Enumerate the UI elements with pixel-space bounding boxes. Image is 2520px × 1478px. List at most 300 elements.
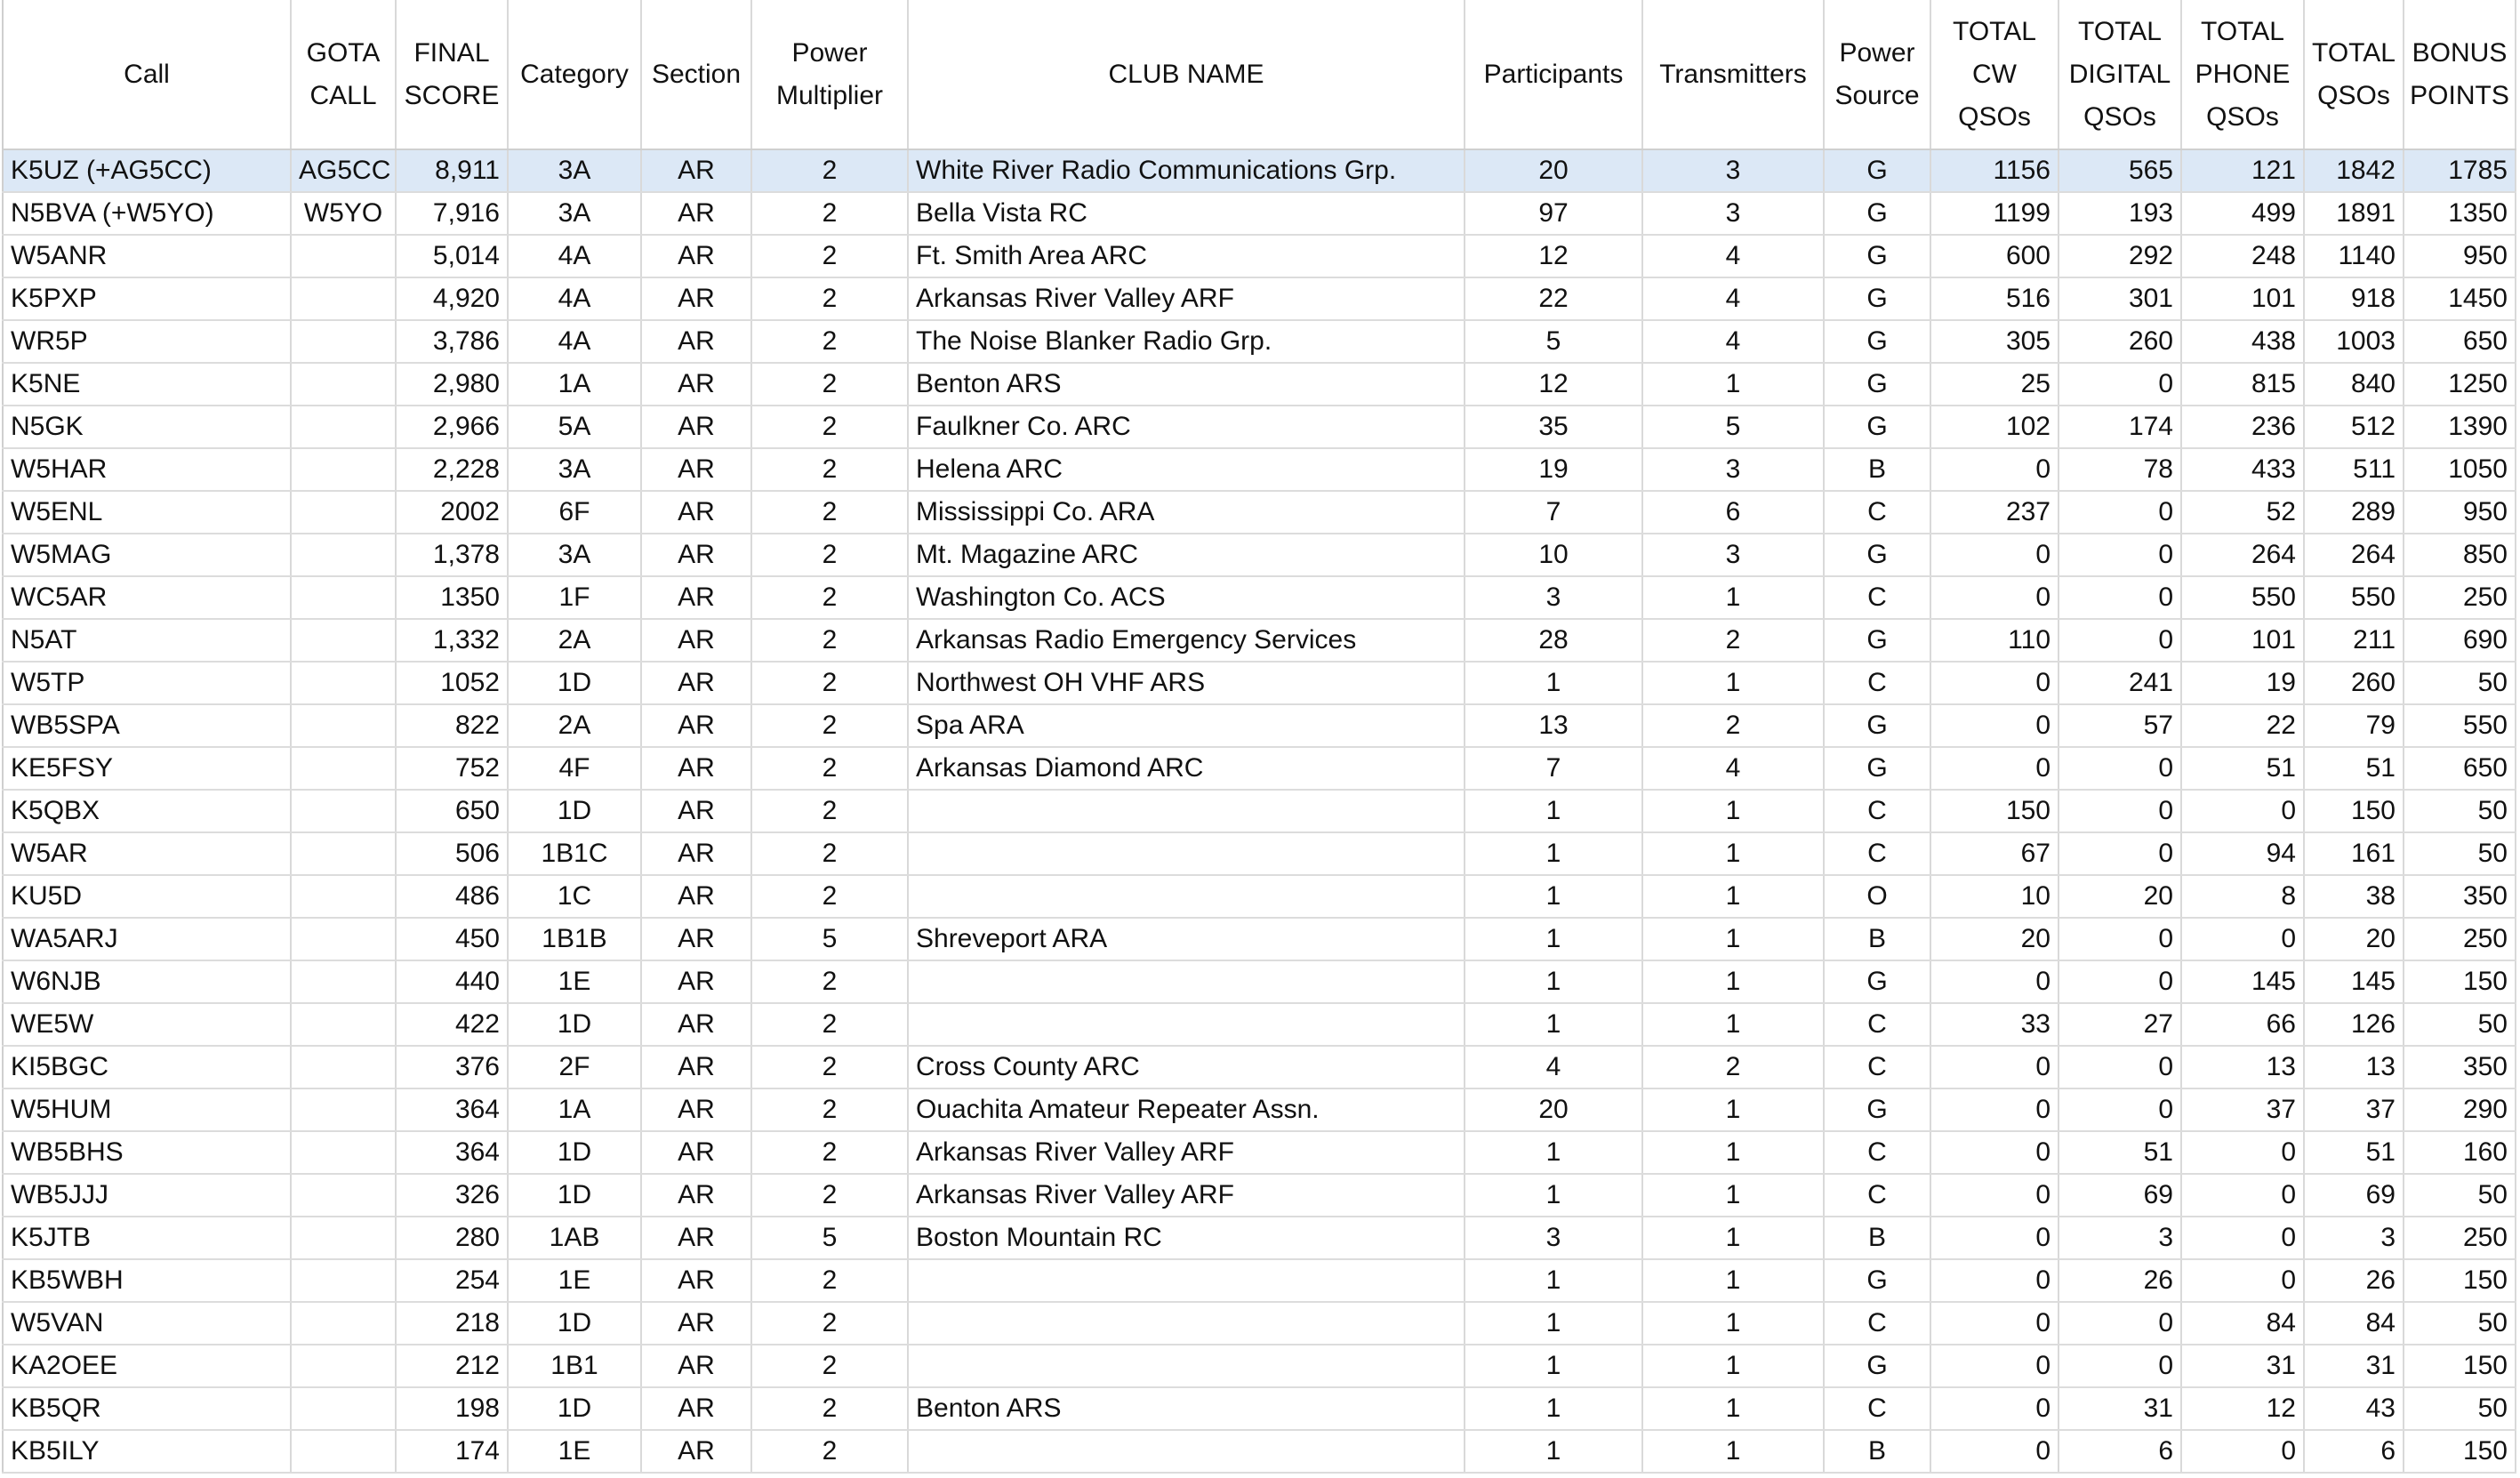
cell-participants[interactable]: 1	[1465, 1345, 1642, 1387]
cell-transmitters[interactable]: 4	[1642, 235, 1824, 277]
cell-gota-call[interactable]	[291, 790, 396, 832]
cell-total-digital-qsos[interactable]: 0	[2059, 1302, 2181, 1345]
cell-total-phone-qsos[interactable]: 550	[2181, 576, 2304, 619]
cell-category[interactable]: 3A	[508, 149, 641, 192]
header-club-name[interactable]: CLUB NAME	[908, 0, 1465, 149]
cell-final-score[interactable]: 440	[396, 960, 508, 1003]
cell-bonus-points[interactable]: 1390	[2404, 406, 2516, 448]
cell-total-digital-qsos[interactable]: 0	[2059, 491, 2181, 534]
table-row[interactable]	[3, 149, 2516, 192]
cell-total-cw-qsos[interactable]: 67	[1930, 832, 2059, 875]
header-power-multiplier[interactable]: Power Multiplier	[751, 0, 908, 149]
cell-club-name[interactable]: Arkansas Diamond ARC	[908, 747, 1465, 790]
cell-total-digital-qsos[interactable]: 174	[2059, 406, 2181, 448]
cell-participants[interactable]: 20	[1465, 1088, 1642, 1131]
cell-power-multiplier[interactable]: 2	[751, 747, 908, 790]
header-transmitters[interactable]: Transmitters	[1642, 0, 1824, 149]
cell-power-source[interactable]: G	[1824, 1345, 1930, 1387]
cell-participants[interactable]: 12	[1465, 363, 1642, 406]
cell-call[interactable]: WR5P	[3, 320, 291, 363]
cell-club-name[interactable]: Arkansas River Valley ARF	[908, 1131, 1465, 1174]
cell-gota-call[interactable]	[291, 363, 396, 406]
cell-power-multiplier[interactable]: 2	[751, 619, 908, 662]
cell-total-qsos[interactable]: 51	[2304, 747, 2404, 790]
cell-total-qsos[interactable]: 31	[2304, 1345, 2404, 1387]
table-row[interactable]	[3, 1174, 2516, 1217]
cell-bonus-points[interactable]: 350	[2404, 875, 2516, 918]
cell-category[interactable]: 4A	[508, 320, 641, 363]
cell-call[interactable]: WB5JJJ	[3, 1174, 291, 1217]
cell-total-phone-qsos[interactable]: 52	[2181, 491, 2304, 534]
cell-gota-call[interactable]	[291, 1387, 396, 1430]
cell-participants[interactable]: 10	[1465, 534, 1642, 576]
cell-total-phone-qsos[interactable]: 101	[2181, 277, 2304, 320]
cell-total-qsos[interactable]: 840	[2304, 363, 2404, 406]
cell-section[interactable]: AR	[641, 1003, 751, 1046]
cell-total-phone-qsos[interactable]: 94	[2181, 832, 2304, 875]
cell-final-score[interactable]: 280	[396, 1217, 508, 1259]
cell-club-name[interactable]: Ft. Smith Area ARC	[908, 235, 1465, 277]
cell-gota-call[interactable]	[291, 491, 396, 534]
cell-gota-call[interactable]	[291, 1217, 396, 1259]
cell-power-multiplier[interactable]: 2	[751, 1259, 908, 1302]
cell-section[interactable]: AR	[641, 790, 751, 832]
cell-category[interactable]: 3A	[508, 448, 641, 491]
cell-club-name[interactable]: Boston Mountain RC	[908, 1217, 1465, 1259]
cell-transmitters[interactable]: 1	[1642, 875, 1824, 918]
cell-section[interactable]: AR	[641, 662, 751, 704]
cell-call[interactable]: K5PXP	[3, 277, 291, 320]
cell-gota-call[interactable]	[291, 406, 396, 448]
cell-gota-call[interactable]	[291, 277, 396, 320]
cell-total-cw-qsos[interactable]: 0	[1930, 1345, 2059, 1387]
cell-category[interactable]: 4A	[508, 235, 641, 277]
cell-total-cw-qsos[interactable]: 0	[1930, 747, 2059, 790]
cell-call[interactable]: WB5SPA	[3, 704, 291, 747]
cell-call[interactable]: N5AT	[3, 619, 291, 662]
table-row[interactable]	[3, 1259, 2516, 1302]
cell-power-multiplier[interactable]: 2	[751, 1387, 908, 1430]
cell-total-phone-qsos[interactable]: 248	[2181, 235, 2304, 277]
cell-club-name[interactable]	[908, 960, 1465, 1003]
cell-club-name[interactable]: Bella Vista RC	[908, 192, 1465, 235]
cell-total-digital-qsos[interactable]: 51	[2059, 1131, 2181, 1174]
table-row[interactable]	[3, 1131, 2516, 1174]
cell-power-source[interactable]: G	[1824, 149, 1930, 192]
cell-total-digital-qsos[interactable]: 6	[2059, 1430, 2181, 1473]
cell-total-phone-qsos[interactable]: 19	[2181, 662, 2304, 704]
cell-power-source[interactable]: G	[1824, 406, 1930, 448]
cell-bonus-points[interactable]: 950	[2404, 491, 2516, 534]
cell-total-digital-qsos[interactable]: 0	[2059, 1088, 2181, 1131]
cell-section[interactable]: AR	[641, 1131, 751, 1174]
cell-participants[interactable]: 1	[1465, 1174, 1642, 1217]
cell-bonus-points[interactable]: 690	[2404, 619, 2516, 662]
table-row[interactable]	[3, 192, 2516, 235]
cell-power-source[interactable]: B	[1824, 918, 1930, 960]
cell-total-digital-qsos[interactable]: 0	[2059, 960, 2181, 1003]
cell-category[interactable]: 1D	[508, 662, 641, 704]
cell-total-qsos[interactable]: 37	[2304, 1088, 2404, 1131]
cell-call[interactable]: WB5BHS	[3, 1131, 291, 1174]
cell-total-qsos[interactable]: 918	[2304, 277, 2404, 320]
header-power-source[interactable]: Power Source	[1824, 0, 1930, 149]
cell-bonus-points[interactable]: 150	[2404, 1259, 2516, 1302]
cell-bonus-points[interactable]: 250	[2404, 576, 2516, 619]
cell-section[interactable]: AR	[641, 960, 751, 1003]
cell-section[interactable]: AR	[641, 1430, 751, 1473]
cell-participants[interactable]: 1	[1465, 832, 1642, 875]
header-category[interactable]: Category	[508, 0, 641, 149]
cell-section[interactable]: AR	[641, 320, 751, 363]
cell-power-multiplier[interactable]: 2	[751, 363, 908, 406]
cell-participants[interactable]: 35	[1465, 406, 1642, 448]
cell-transmitters[interactable]: 1	[1642, 1131, 1824, 1174]
cell-participants[interactable]: 1	[1465, 1302, 1642, 1345]
cell-total-phone-qsos[interactable]: 22	[2181, 704, 2304, 747]
cell-category[interactable]: 1AB	[508, 1217, 641, 1259]
cell-call[interactable]: KI5BGC	[3, 1046, 291, 1088]
cell-transmitters[interactable]: 3	[1642, 534, 1824, 576]
cell-call[interactable]: KB5QR	[3, 1387, 291, 1430]
cell-club-name[interactable]	[908, 790, 1465, 832]
cell-club-name[interactable]: Benton ARS	[908, 363, 1465, 406]
cell-gota-call[interactable]	[291, 534, 396, 576]
table-row[interactable]	[3, 1003, 2516, 1046]
cell-section[interactable]: AR	[641, 1387, 751, 1430]
cell-category[interactable]: 1B1C	[508, 832, 641, 875]
cell-total-cw-qsos[interactable]: 1156	[1930, 149, 2059, 192]
cell-club-name[interactable]: Cross County ARC	[908, 1046, 1465, 1088]
cell-participants[interactable]: 1	[1465, 790, 1642, 832]
table-row[interactable]	[3, 1387, 2516, 1430]
cell-power-multiplier[interactable]: 2	[751, 662, 908, 704]
cell-final-score[interactable]: 326	[396, 1174, 508, 1217]
cell-club-name[interactable]	[908, 1259, 1465, 1302]
cell-participants[interactable]: 12	[1465, 235, 1642, 277]
cell-power-multiplier[interactable]: 2	[751, 576, 908, 619]
cell-total-digital-qsos[interactable]: 0	[2059, 1046, 2181, 1088]
cell-final-score[interactable]: 376	[396, 1046, 508, 1088]
cell-bonus-points[interactable]: 650	[2404, 320, 2516, 363]
cell-total-cw-qsos[interactable]: 10	[1930, 875, 2059, 918]
cell-total-phone-qsos[interactable]: 0	[2181, 918, 2304, 960]
cell-section[interactable]: AR	[641, 1302, 751, 1345]
cell-total-digital-qsos[interactable]: 0	[2059, 576, 2181, 619]
cell-total-digital-qsos[interactable]: 78	[2059, 448, 2181, 491]
cell-bonus-points[interactable]: 550	[2404, 704, 2516, 747]
cell-power-multiplier[interactable]: 2	[751, 491, 908, 534]
cell-category[interactable]: 1D	[508, 1003, 641, 1046]
cell-total-cw-qsos[interactable]: 0	[1930, 1430, 2059, 1473]
header-gota-call[interactable]: GOTA CALL	[291, 0, 396, 149]
cell-total-digital-qsos[interactable]: 0	[2059, 790, 2181, 832]
cell-final-score[interactable]: 2,228	[396, 448, 508, 491]
cell-final-score[interactable]: 822	[396, 704, 508, 747]
cell-category[interactable]: 1A	[508, 1088, 641, 1131]
cell-total-qsos[interactable]: 20	[2304, 918, 2404, 960]
cell-category[interactable]: 2A	[508, 704, 641, 747]
cell-call[interactable]: K5NE	[3, 363, 291, 406]
cell-final-score[interactable]: 2002	[396, 491, 508, 534]
cell-club-name[interactable]: Mississippi Co. ARA	[908, 491, 1465, 534]
cell-total-phone-qsos[interactable]: 0	[2181, 1174, 2304, 1217]
cell-bonus-points[interactable]: 1350	[2404, 192, 2516, 235]
cell-final-score[interactable]: 486	[396, 875, 508, 918]
cell-final-score[interactable]: 2,980	[396, 363, 508, 406]
cell-category[interactable]: 2A	[508, 619, 641, 662]
cell-total-cw-qsos[interactable]: 0	[1930, 704, 2059, 747]
cell-power-source[interactable]: G	[1824, 619, 1930, 662]
cell-power-multiplier[interactable]: 2	[751, 704, 908, 747]
cell-transmitters[interactable]: 5	[1642, 406, 1824, 448]
table-row[interactable]	[3, 491, 2516, 534]
cell-total-qsos[interactable]: 1842	[2304, 149, 2404, 192]
cell-total-digital-qsos[interactable]: 565	[2059, 149, 2181, 192]
cell-gota-call[interactable]	[291, 576, 396, 619]
cell-participants[interactable]: 1	[1465, 662, 1642, 704]
cell-call[interactable]: W5MAG	[3, 534, 291, 576]
cell-bonus-points[interactable]: 50	[2404, 1387, 2516, 1430]
cell-total-digital-qsos[interactable]: 0	[2059, 619, 2181, 662]
table-row[interactable]	[3, 576, 2516, 619]
cell-bonus-points[interactable]: 1450	[2404, 277, 2516, 320]
cell-category[interactable]: 1D	[508, 1174, 641, 1217]
cell-total-phone-qsos[interactable]: 66	[2181, 1003, 2304, 1046]
cell-section[interactable]: AR	[641, 491, 751, 534]
cell-gota-call[interactable]: W5YO	[291, 192, 396, 235]
cell-total-qsos[interactable]: 1140	[2304, 235, 2404, 277]
cell-power-source[interactable]: C	[1824, 1302, 1930, 1345]
cell-call[interactable]: W5HAR	[3, 448, 291, 491]
cell-total-digital-qsos[interactable]: 260	[2059, 320, 2181, 363]
cell-bonus-points[interactable]: 850	[2404, 534, 2516, 576]
cell-power-multiplier[interactable]: 2	[751, 149, 908, 192]
cell-total-phone-qsos[interactable]: 438	[2181, 320, 2304, 363]
cell-bonus-points[interactable]: 150	[2404, 960, 2516, 1003]
cell-power-source[interactable]: B	[1824, 448, 1930, 491]
cell-total-digital-qsos[interactable]: 57	[2059, 704, 2181, 747]
cell-participants[interactable]: 13	[1465, 704, 1642, 747]
cell-total-cw-qsos[interactable]: 0	[1930, 448, 2059, 491]
cell-call[interactable]: KB5WBH	[3, 1259, 291, 1302]
cell-total-cw-qsos[interactable]: 0	[1930, 1259, 2059, 1302]
cell-transmitters[interactable]: 6	[1642, 491, 1824, 534]
cell-power-source[interactable]: C	[1824, 1046, 1930, 1088]
cell-power-multiplier[interactable]: 2	[751, 1003, 908, 1046]
cell-total-phone-qsos[interactable]: 0	[2181, 1131, 2304, 1174]
cell-bonus-points[interactable]: 50	[2404, 662, 2516, 704]
cell-bonus-points[interactable]: 250	[2404, 918, 2516, 960]
cell-total-cw-qsos[interactable]: 25	[1930, 363, 2059, 406]
cell-total-digital-qsos[interactable]: 0	[2059, 918, 2181, 960]
cell-club-name[interactable]: Faulkner Co. ARC	[908, 406, 1465, 448]
cell-category[interactable]: 1B1	[508, 1345, 641, 1387]
cell-total-phone-qsos[interactable]: 31	[2181, 1345, 2304, 1387]
table-row[interactable]	[3, 363, 2516, 406]
cell-gota-call[interactable]	[291, 235, 396, 277]
cell-transmitters[interactable]: 1	[1642, 1259, 1824, 1302]
cell-gota-call[interactable]	[291, 960, 396, 1003]
cell-power-multiplier[interactable]: 2	[751, 875, 908, 918]
cell-power-source[interactable]: G	[1824, 747, 1930, 790]
cell-total-qsos[interactable]: 51	[2304, 1131, 2404, 1174]
cell-call[interactable]: K5QBX	[3, 790, 291, 832]
cell-total-qsos[interactable]: 1891	[2304, 192, 2404, 235]
cell-section[interactable]: AR	[641, 406, 751, 448]
cell-transmitters[interactable]: 4	[1642, 277, 1824, 320]
cell-participants[interactable]: 4	[1465, 1046, 1642, 1088]
cell-participants[interactable]: 1	[1465, 875, 1642, 918]
cell-power-multiplier[interactable]: 2	[751, 1174, 908, 1217]
cell-section[interactable]: AR	[641, 448, 751, 491]
cell-final-score[interactable]: 1,332	[396, 619, 508, 662]
cell-power-source[interactable]: G	[1824, 704, 1930, 747]
cell-bonus-points[interactable]: 250	[2404, 1217, 2516, 1259]
cell-final-score[interactable]: 650	[396, 790, 508, 832]
cell-total-qsos[interactable]: 264	[2304, 534, 2404, 576]
cell-gota-call[interactable]	[291, 1088, 396, 1131]
cell-total-digital-qsos[interactable]: 0	[2059, 534, 2181, 576]
cell-gota-call[interactable]	[291, 1259, 396, 1302]
cell-total-qsos[interactable]: 211	[2304, 619, 2404, 662]
cell-participants[interactable]: 7	[1465, 747, 1642, 790]
cell-total-qsos[interactable]: 145	[2304, 960, 2404, 1003]
cell-bonus-points[interactable]: 160	[2404, 1131, 2516, 1174]
table-row[interactable]	[3, 747, 2516, 790]
cell-section[interactable]: AR	[641, 619, 751, 662]
cell-call[interactable]: WE5W	[3, 1003, 291, 1046]
cell-total-qsos[interactable]: 79	[2304, 704, 2404, 747]
table-row[interactable]	[3, 619, 2516, 662]
table-row[interactable]	[3, 406, 2516, 448]
cell-participants[interactable]: 3	[1465, 1217, 1642, 1259]
cell-participants[interactable]: 1	[1465, 960, 1642, 1003]
cell-total-qsos[interactable]: 511	[2304, 448, 2404, 491]
header-final-score[interactable]: FINAL SCORE	[396, 0, 508, 149]
cell-final-score[interactable]: 174	[396, 1430, 508, 1473]
cell-final-score[interactable]: 8,911	[396, 149, 508, 192]
cell-final-score[interactable]: 198	[396, 1387, 508, 1430]
cell-club-name[interactable]: Northwest OH VHF ARS	[908, 662, 1465, 704]
cell-transmitters[interactable]: 1	[1642, 918, 1824, 960]
cell-final-score[interactable]: 422	[396, 1003, 508, 1046]
cell-transmitters[interactable]: 4	[1642, 320, 1824, 363]
cell-section[interactable]: AR	[641, 1259, 751, 1302]
cell-power-multiplier[interactable]: 2	[751, 1302, 908, 1345]
cell-total-phone-qsos[interactable]: 264	[2181, 534, 2304, 576]
cell-power-source[interactable]: C	[1824, 1131, 1930, 1174]
cell-category[interactable]: 1C	[508, 875, 641, 918]
cell-total-qsos[interactable]: 1003	[2304, 320, 2404, 363]
table-row[interactable]	[3, 534, 2516, 576]
cell-total-cw-qsos[interactable]: 0	[1930, 1302, 2059, 1345]
cell-total-phone-qsos[interactable]: 433	[2181, 448, 2304, 491]
cell-transmitters[interactable]: 1	[1642, 1088, 1824, 1131]
cell-gota-call[interactable]	[291, 662, 396, 704]
cell-club-name[interactable]: Arkansas Radio Emergency Services	[908, 619, 1465, 662]
cell-category[interactable]: 1D	[508, 1131, 641, 1174]
header-bonus-points[interactable]: BONUS POINTS	[2404, 0, 2516, 149]
cell-category[interactable]: 4F	[508, 747, 641, 790]
cell-power-multiplier[interactable]: 2	[751, 1345, 908, 1387]
cell-total-phone-qsos[interactable]: 121	[2181, 149, 2304, 192]
cell-total-digital-qsos[interactable]: 193	[2059, 192, 2181, 235]
cell-final-score[interactable]: 1,378	[396, 534, 508, 576]
cell-bonus-points[interactable]: 50	[2404, 790, 2516, 832]
cell-power-source[interactable]: G	[1824, 1088, 1930, 1131]
cell-participants[interactable]: 3	[1465, 576, 1642, 619]
cell-total-qsos[interactable]: 289	[2304, 491, 2404, 534]
cell-total-digital-qsos[interactable]: 0	[2059, 832, 2181, 875]
cell-power-source[interactable]: B	[1824, 1430, 1930, 1473]
cell-final-score[interactable]: 450	[396, 918, 508, 960]
cell-power-multiplier[interactable]: 2	[751, 832, 908, 875]
cell-total-digital-qsos[interactable]: 31	[2059, 1387, 2181, 1430]
cell-club-name[interactable]: Spa ARA	[908, 704, 1465, 747]
cell-bonus-points[interactable]: 50	[2404, 1003, 2516, 1046]
cell-total-phone-qsos[interactable]: 236	[2181, 406, 2304, 448]
cell-club-name[interactable]: Helena ARC	[908, 448, 1465, 491]
cell-section[interactable]: AR	[641, 832, 751, 875]
cell-call[interactable]: W5ANR	[3, 235, 291, 277]
cell-total-digital-qsos[interactable]: 241	[2059, 662, 2181, 704]
cell-transmitters[interactable]: 1	[1642, 1345, 1824, 1387]
cell-total-qsos[interactable]: 512	[2304, 406, 2404, 448]
table-row[interactable]	[3, 1217, 2516, 1259]
cell-total-cw-qsos[interactable]: 0	[1930, 1217, 2059, 1259]
cell-participants[interactable]: 5	[1465, 320, 1642, 363]
header-participants[interactable]: Participants	[1465, 0, 1642, 149]
table-row[interactable]	[3, 662, 2516, 704]
cell-power-multiplier[interactable]: 2	[751, 534, 908, 576]
table-row[interactable]	[3, 960, 2516, 1003]
cell-transmitters[interactable]: 2	[1642, 1046, 1824, 1088]
cell-section[interactable]: AR	[641, 1345, 751, 1387]
cell-gota-call[interactable]	[291, 1003, 396, 1046]
cell-power-source[interactable]: G	[1824, 363, 1930, 406]
cell-total-cw-qsos[interactable]: 0	[1930, 1088, 2059, 1131]
cell-total-phone-qsos[interactable]: 8	[2181, 875, 2304, 918]
cell-total-digital-qsos[interactable]: 0	[2059, 747, 2181, 790]
cell-bonus-points[interactable]: 1050	[2404, 448, 2516, 491]
cell-total-digital-qsos[interactable]: 20	[2059, 875, 2181, 918]
cell-call[interactable]: N5GK	[3, 406, 291, 448]
cell-total-digital-qsos[interactable]: 0	[2059, 1345, 2181, 1387]
cell-gota-call[interactable]	[291, 619, 396, 662]
cell-club-name[interactable]	[908, 832, 1465, 875]
table-row[interactable]	[3, 1046, 2516, 1088]
cell-call[interactable]: W5AR	[3, 832, 291, 875]
cell-gota-call[interactable]	[291, 1302, 396, 1345]
cell-section[interactable]: AR	[641, 1046, 751, 1088]
cell-section[interactable]: AR	[641, 534, 751, 576]
cell-total-phone-qsos[interactable]: 51	[2181, 747, 2304, 790]
cell-gota-call[interactable]	[291, 448, 396, 491]
cell-final-score[interactable]: 364	[396, 1131, 508, 1174]
cell-category[interactable]: 6F	[508, 491, 641, 534]
cell-section[interactable]: AR	[641, 576, 751, 619]
cell-category[interactable]: 3A	[508, 534, 641, 576]
cell-bonus-points[interactable]: 950	[2404, 235, 2516, 277]
header-total-digital-qsos[interactable]: TOTAL DIGITAL QSOs	[2059, 0, 2181, 149]
table-row[interactable]	[3, 832, 2516, 875]
cell-total-cw-qsos[interactable]: 305	[1930, 320, 2059, 363]
header-total-qsos[interactable]: TOTAL QSOs	[2304, 0, 2404, 149]
cell-section[interactable]: AR	[641, 235, 751, 277]
cell-final-score[interactable]: 7,916	[396, 192, 508, 235]
cell-section[interactable]: AR	[641, 192, 751, 235]
